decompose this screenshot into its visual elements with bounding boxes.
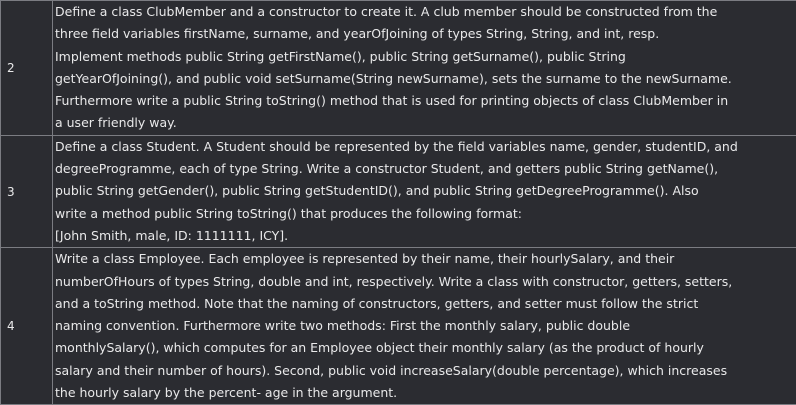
table-row xyxy=(1,248,796,405)
exercise-description: Define a class ClubMember and a constructor to create it. A club member should be constructed from the three field variables firstName, surname, and yearOfJoining of types String, String, and int, resp. Implement methods public String getFirstName(), public String getSurname(), public String getYearOfJoining(), and public void setSurname(String newSurname), sets the surname to the newSurname. Furthermore write a public String toString() method that is used for printing objects of class ClubMember in a user friendly way. xyxy=(53,1,796,136)
exercise-description: Write a class Employee. Each employee is represented by their name, their hourlySalary, and their numberOfHours of types String, double and int, respectively. Write a class with constructor, getters, setters, and a toString method. Note that the naming of constructors, getters, and setter must follow the strict naming convention. Furthermore write two methods: First the monthly salary, public double monthlySalary(), which computes for an Employee object their monthly salary (as the product of hourly salary and their number of hours). Second, public void increaseSalary(double percentage), which increases the hourly salary by the percent- age in the argument. xyxy=(53,248,796,405)
row-number: 3 xyxy=(1,135,53,247)
row-number: 2 xyxy=(1,1,53,136)
table-row xyxy=(1,1,796,136)
table-row xyxy=(1,135,796,247)
row-number: 4 xyxy=(1,248,53,405)
exercise-description: Define a class Student. A Student should be represented by the field variables name, gender, studentID, and degreeProgramme, each of type String. Write a constructor Student, and getters public String getName(), public String getGender(), public String getStudentID(), and public String getDegreeProgramme(). Also write a method public String toString() that produces the following format: [John Smith, male, ID: 1111111, ICY]. xyxy=(53,135,796,247)
